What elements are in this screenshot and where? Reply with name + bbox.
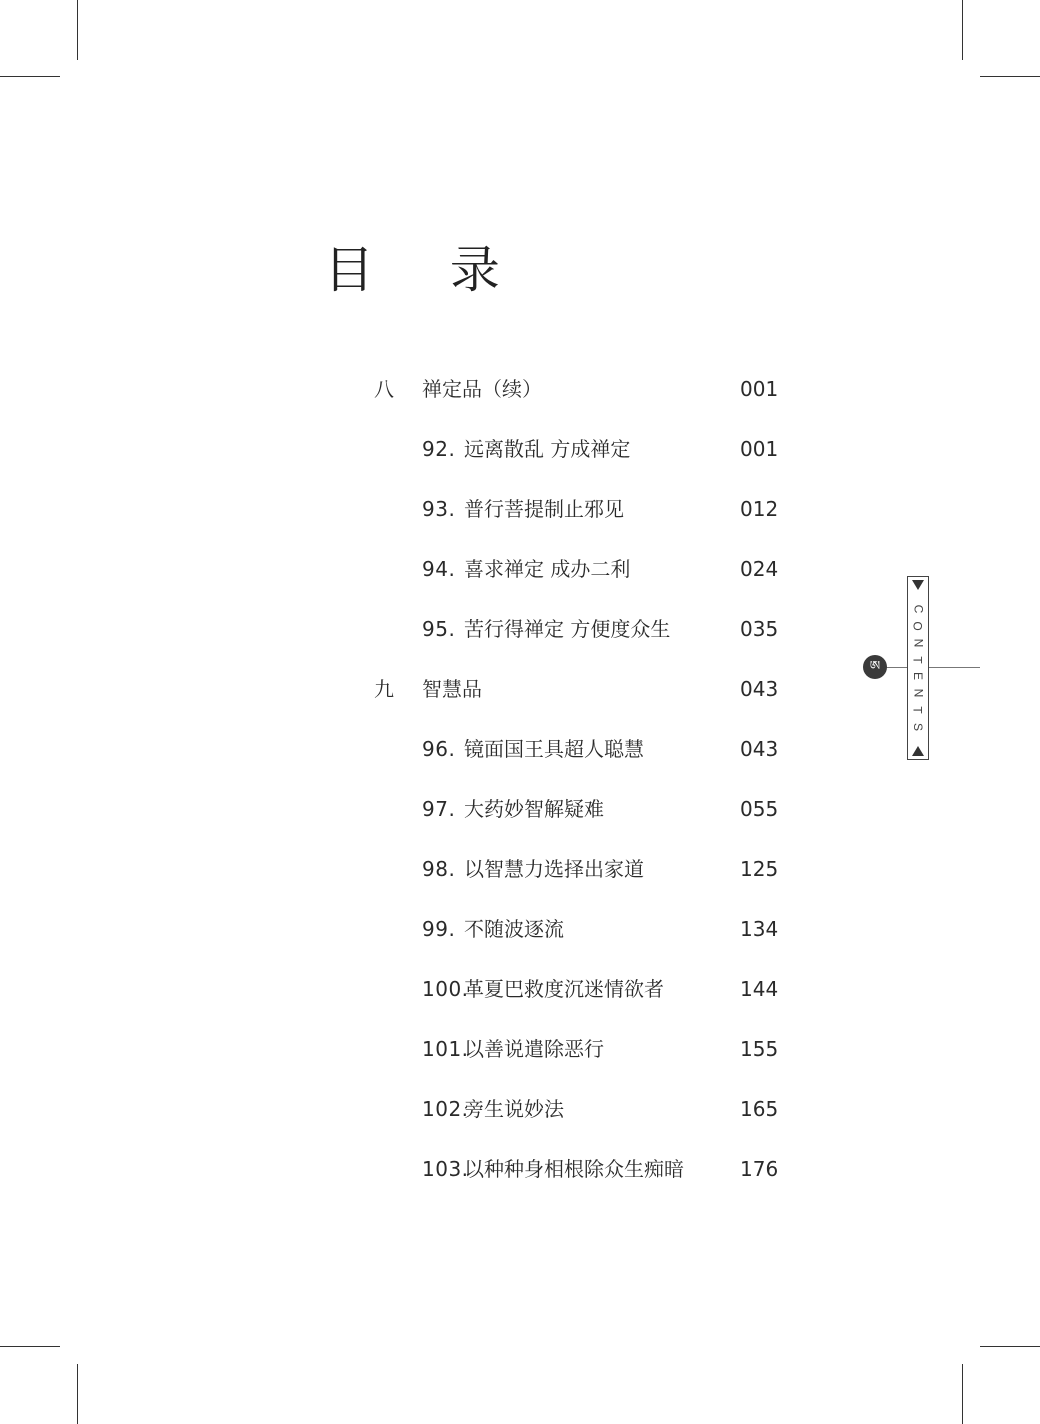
- entry-number: 100.: [422, 977, 469, 1001]
- chapter-number: 九: [374, 677, 394, 701]
- triangle-down-icon: [912, 580, 924, 590]
- entry-number: 93.: [422, 497, 456, 521]
- page-title: 目 录: [324, 241, 530, 299]
- contents-side-tab: [907, 576, 929, 760]
- contents-letter: O: [911, 621, 925, 631]
- entry-title: 大药妙智解疑难: [464, 797, 604, 821]
- contents-letter: N: [910, 638, 925, 648]
- tibetan-emblem-icon: ཨ: [863, 655, 887, 679]
- entry-title: 远离散乱 方成禅定: [464, 437, 631, 461]
- entry-number: 103.: [422, 1157, 469, 1181]
- page-number: 176: [740, 1157, 779, 1181]
- toc-entry-row[interactable]: [0, 494, 1040, 524]
- entry-title: 以善说遣除恶行: [464, 1037, 604, 1061]
- entry-title: 不随波逐流: [464, 917, 564, 941]
- contents-letter: T: [911, 655, 925, 664]
- toc-entry-row[interactable]: [0, 1154, 1040, 1184]
- entry-title: 以智慧力选择出家道: [464, 857, 644, 881]
- contents-letter: N: [910, 688, 925, 698]
- chapter-number: 八: [374, 377, 394, 401]
- page-number: 012: [740, 497, 779, 521]
- entry-number: 101.: [422, 1037, 469, 1061]
- toc-entry-row[interactable]: [0, 854, 1040, 884]
- page-number: 043: [740, 737, 779, 761]
- contents-vertical-label: [909, 603, 927, 733]
- entry-title: 革夏巴救度沉迷情欲者: [464, 977, 664, 1001]
- contents-letter: T: [911, 706, 925, 714]
- toc-entry-row[interactable]: [0, 974, 1040, 1004]
- entry-title: 喜求禅定 成办二利: [464, 557, 631, 581]
- page-number: 165: [740, 1097, 779, 1121]
- toc-chapter-row[interactable]: [0, 374, 1040, 404]
- chapter-title: 智慧品: [422, 677, 482, 701]
- entry-number: 102.: [422, 1097, 469, 1121]
- toc-entry-row[interactable]: [0, 1034, 1040, 1064]
- entry-title: 苦行得禅定 方便度众生: [464, 617, 671, 641]
- contents-letter: C: [910, 604, 925, 614]
- entry-title: 以种种身相根除众生痴暗: [464, 1157, 684, 1181]
- triangle-up-icon: [912, 746, 924, 756]
- page-number: 001: [740, 377, 779, 401]
- toc-entry-row[interactable]: [0, 614, 1040, 644]
- toc-entry-row[interactable]: [0, 794, 1040, 824]
- page-number: 055: [740, 797, 779, 821]
- entry-number: 99.: [422, 917, 456, 941]
- page-number: 155: [740, 1037, 779, 1061]
- entry-number: 95.: [422, 617, 456, 641]
- page-number: 035: [740, 617, 779, 641]
- toc-chapter-row[interactable]: [0, 674, 1040, 704]
- page-number: 144: [740, 977, 779, 1001]
- page-number: 024: [740, 557, 779, 581]
- chapter-title: 禅定品（续）: [422, 377, 542, 401]
- entry-number: 92.: [422, 437, 456, 461]
- tab-guide-line-left: [886, 667, 907, 668]
- entry-number: 94.: [422, 557, 456, 581]
- entry-title: 旁生说妙法: [464, 1097, 564, 1121]
- toc-entry-row[interactable]: [0, 434, 1040, 464]
- contents-letter: S: [910, 722, 925, 731]
- tab-guide-line-right: [929, 667, 980, 668]
- entry-number: 98.: [422, 857, 456, 881]
- entry-title: 普行菩提制止邪见: [464, 497, 624, 521]
- page-number: 001: [740, 437, 779, 461]
- page-number: 043: [740, 677, 779, 701]
- entry-title: 镜面国王具超人聪慧: [464, 737, 644, 761]
- toc-entry-row[interactable]: [0, 1094, 1040, 1124]
- contents-letter: E: [910, 672, 925, 681]
- entry-number: 96.: [422, 737, 456, 761]
- toc-entry-row[interactable]: [0, 914, 1040, 944]
- entry-number: 97.: [422, 797, 456, 821]
- toc-entry-row[interactable]: [0, 734, 1040, 764]
- page-number: 125: [740, 857, 779, 881]
- toc-entry-row[interactable]: [0, 554, 1040, 584]
- page-number: 134: [740, 917, 779, 941]
